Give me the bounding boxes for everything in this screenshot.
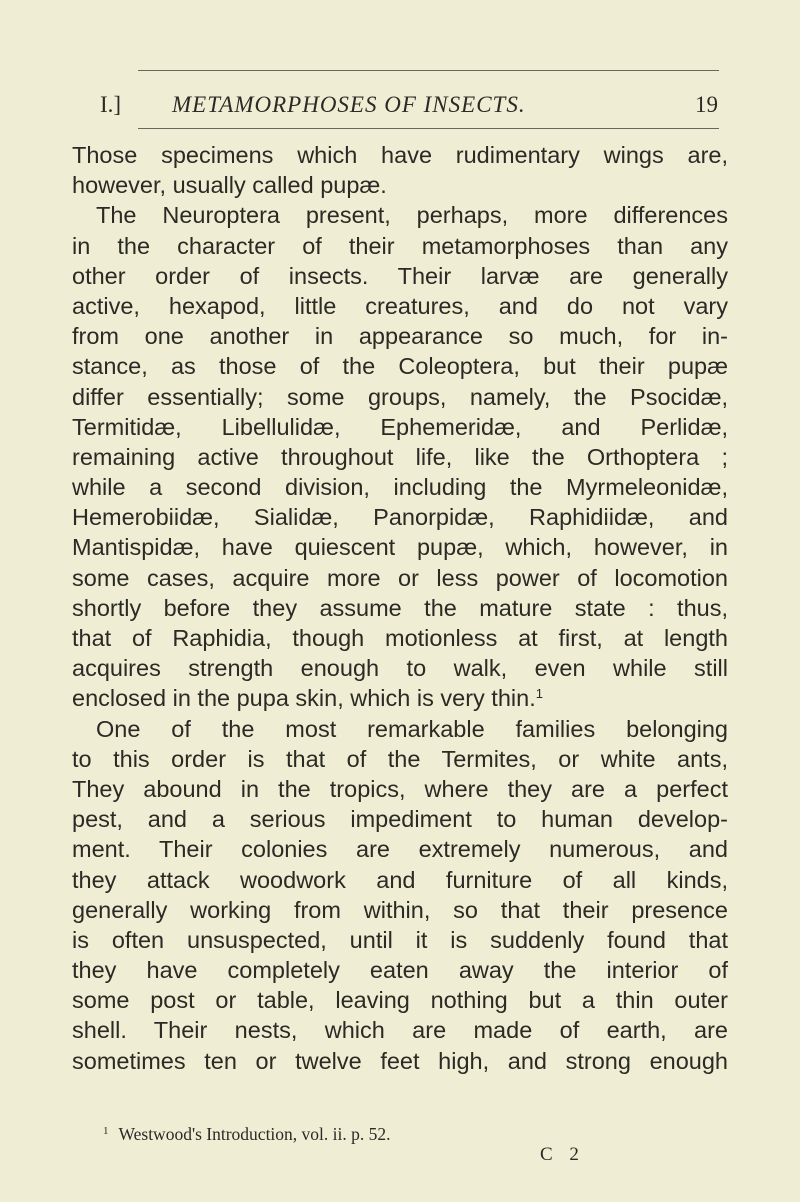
text-line: enclosed in the pupa skin, which is very thin.: [72, 685, 536, 712]
text-line: while a second division, including the Myrmeleonidæ,: [72, 474, 728, 501]
text-line: acquires strength enough to walk, even while still: [72, 655, 728, 682]
text-line: some cases, acquire more or less power of locomotion: [72, 564, 728, 591]
text-line: to this order is that of the Termites, or white ants,: [72, 745, 728, 772]
text-line: however, usually called pupæ.: [72, 172, 387, 199]
footnote-text: Westwood's Introduction, vol. ii. p. 52.: [118, 1124, 391, 1144]
text-line: The Neuroptera present, perhaps, more differences: [96, 202, 728, 229]
text-line-with-note: [72, 683, 728, 713]
text-line: active, hexapod, little creatures, and do not vary: [72, 292, 728, 319]
footnote-reference: 1: [535, 686, 543, 702]
text-line: ment. Their colonies are extremely numerous, and: [72, 836, 728, 863]
text-line: One of the most remarkable families belonging: [96, 715, 728, 742]
text-line: generally working from within, so that their presence: [72, 896, 728, 923]
text-line: shortly before they assume the mature state : thus,: [72, 594, 728, 621]
text-line: stance, as those of the Coleoptera, but their pupæ: [72, 353, 728, 380]
header-rule-top: [138, 70, 719, 71]
text-line: Termitidæ, Libellulidæ, Ephemeridæ, and Perlidæ,: [72, 413, 728, 440]
text-line: that of Raphidia, though motionless at first, at length: [72, 625, 728, 651]
signature-mark: C 2: [540, 1144, 585, 1165]
running-title: METAMORPHOSES OF INSECTS.: [172, 92, 526, 117]
text-line: they attack woodwork and furniture of all kinds,: [72, 866, 728, 893]
chapter-number: I.]: [100, 92, 122, 117]
text-line: remaining active throughout life, like the Orthoptera ;: [72, 443, 728, 470]
text-line: Hemerobiidæ, Sialidæ, Panorpidæ, Raphidiidæ, and: [72, 504, 728, 531]
text-line: differ essentially; some groups, namely, the Psocidæ,: [72, 383, 728, 410]
body-text: [72, 140, 728, 1076]
header-rule-bottom: [138, 128, 719, 129]
text-line: is often unsuspected, until it is suddenly found that: [72, 926, 728, 953]
text-line: they have completely eaten away the interior of: [72, 957, 728, 984]
text-line: some post or table, leaving nothing but a thin outer: [72, 987, 728, 1014]
text-line: from one another in appearance so much, for in-: [72, 323, 728, 350]
text-line: pest, and a serious impediment to human develop-: [72, 806, 728, 833]
footnote: [103, 1120, 728, 1145]
footnote-mark: 1: [103, 1125, 109, 1137]
text-line: Those specimens which have rudimentary wings are,: [72, 142, 728, 168]
text-line: in the character of their metamorphoses than any: [72, 232, 728, 259]
text-line: They abound in the tropics, where they are a perfect: [72, 775, 728, 802]
text-line: sometimes ten or twelve feet high, and strong enough: [72, 1047, 728, 1074]
text-line: shell. Their nests, which are made of earth, are: [72, 1017, 728, 1044]
running-head: [100, 92, 718, 126]
text-line: other order of insects. Their larvæ are generally: [72, 262, 728, 289]
text-line: Mantispidæ, have quiescent pupæ, which, however, in: [72, 534, 728, 561]
page-number: 19: [695, 92, 718, 117]
